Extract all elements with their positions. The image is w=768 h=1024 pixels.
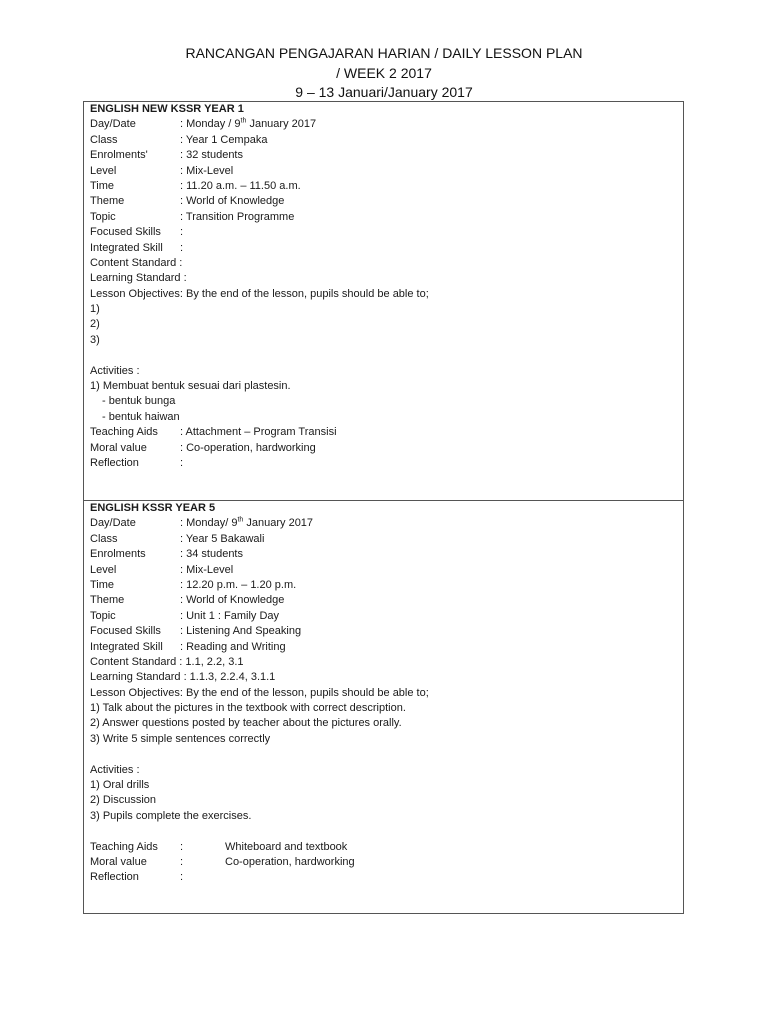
field-value: : Monday/ 9th January 2017 — [180, 516, 314, 530]
field-label: Level — [90, 164, 117, 177]
field-value: : Attachment – Program Transisi — [180, 426, 337, 439]
field-label: Integrated Skill — [90, 640, 163, 653]
field-label: Level — [90, 563, 117, 576]
day-date-row — [90, 516, 680, 531]
learning-standard-row: Learning Standard : 1.1.3, 2.2.4, 3.1.1 — [90, 671, 276, 684]
enrolment-row — [90, 148, 680, 163]
field-label: Time — [90, 578, 115, 591]
field-label: Class — [90, 133, 118, 146]
level-row — [90, 164, 680, 179]
field-label: Day/Date — [90, 118, 136, 131]
objective-item: 2) — [90, 318, 100, 331]
field-value: : — [180, 241, 184, 254]
page-title: RANCANGAN PENGAJARAN HARIAN / DAILY LESSON PLAN — [185, 45, 583, 61]
field-value: : Co-operation, hardworking — [180, 441, 316, 454]
content-standard-row: Content Standard : 1.1, 2.2, 3.1 — [90, 655, 244, 668]
day-date-row — [90, 117, 680, 132]
field-label: Enrolments' — [90, 149, 148, 162]
lesson-section-year1 — [90, 102, 680, 471]
integrated-skill-row — [90, 241, 680, 256]
activity-item: 2) Discussion — [90, 794, 157, 807]
field-colon: : — [180, 855, 184, 868]
field-label: Teaching Aids — [90, 840, 158, 853]
reflection-row — [90, 456, 680, 471]
topic-row — [90, 210, 680, 225]
lesson-plan-table — [83, 101, 684, 914]
field-value: : Monday / 9th January 2017 — [180, 117, 317, 131]
theme-row — [90, 593, 680, 608]
field-value: : Unit 1 : Family Day — [180, 609, 280, 622]
enrolment-row — [90, 547, 680, 562]
field-label: Theme — [90, 195, 125, 208]
field-value: : 34 students — [180, 548, 243, 561]
moral-value-row — [90, 441, 680, 456]
activities-label: Activities : — [90, 763, 140, 776]
field-value: Co-operation, hardworking — [225, 855, 355, 868]
field-value: : World of Knowledge — [180, 594, 285, 607]
field-value: : Year 1 Cempaka — [180, 133, 268, 146]
field-value: : Mix-Level — [180, 563, 234, 576]
field-value: : 32 students — [180, 149, 243, 162]
learning-standard-row: Learning Standard : — [90, 272, 187, 285]
objective-item: 3) — [90, 333, 100, 346]
field-value: : — [180, 226, 184, 239]
field-label: Moral value — [90, 441, 147, 454]
level-row — [90, 563, 680, 578]
objective-item: 1) Talk about the pictures in the textbook with correct description. — [90, 702, 406, 715]
topic-row — [90, 609, 680, 624]
section-heading: ENGLISH KSSR YEAR 5 — [90, 502, 216, 514]
field-label: Reflection — [90, 456, 139, 469]
activity-item: 3) Pupils complete the exercises. — [90, 809, 252, 822]
field-value: : World of Knowledge — [180, 195, 285, 208]
theme-row — [90, 194, 680, 209]
focused-skills-row — [90, 624, 680, 639]
reflection-row — [90, 870, 680, 885]
field-label: Day/Date — [90, 517, 136, 530]
time-row — [90, 179, 680, 194]
field-value: : — [180, 456, 184, 469]
field-label: Integrated Skill — [90, 241, 163, 254]
class-row — [90, 532, 680, 547]
objective-item: 1) — [90, 303, 100, 316]
field-label: Time — [90, 179, 115, 192]
integrated-skill-row — [90, 640, 680, 655]
field-value: : Mix-Level — [180, 164, 234, 177]
focused-skills-row — [90, 225, 680, 240]
field-value: Whiteboard and textbook — [225, 840, 348, 853]
activity-subitem: - bentuk bunga — [102, 395, 176, 408]
page-subtitle-dates: 9 – 13 Januari/January 2017 — [295, 84, 473, 100]
activity-item: 1) Oral drills — [90, 779, 150, 792]
field-label: Focused Skills — [90, 226, 161, 239]
field-value: : 12.20 p.m. – 1.20 p.m. — [180, 578, 297, 591]
field-value: : — [180, 871, 184, 884]
content-standard-row: Content Standard : — [90, 256, 183, 269]
field-label: Focused Skills — [90, 625, 161, 638]
field-label: Moral value — [90, 855, 147, 868]
field-value: : Listening And Speaking — [180, 625, 302, 638]
field-colon: : — [180, 840, 184, 853]
field-value: : 11.20 a.m. – 11.50 a.m. — [180, 179, 301, 192]
activities-label: Activities : — [90, 364, 140, 377]
field-label: Reflection — [90, 871, 139, 884]
objective-item: 2) Answer questions posted by teacher about the pictures orally. — [90, 717, 402, 730]
field-value: : Transition Programme — [180, 210, 295, 223]
activity-item: 1) Membuat bentuk sesuai dari plastesin. — [90, 380, 291, 393]
page-subtitle-week: / WEEK 2 2017 — [336, 65, 432, 81]
teaching-aids-row — [90, 425, 680, 440]
field-label: Enrolments — [90, 548, 146, 561]
field-label: Class — [90, 532, 118, 545]
moral-value-row — [90, 855, 680, 870]
lesson-section-year5 — [90, 501, 680, 886]
field-value: : Year 5 Bakawali — [180, 532, 265, 545]
activity-subitem: - bentuk haiwan — [102, 410, 180, 423]
teaching-aids-row — [90, 840, 680, 855]
field-label: Topic — [90, 210, 116, 223]
class-row — [90, 133, 680, 148]
objectives-row: Lesson Objectives: By the end of the lesson, pupils should be able to; — [90, 686, 429, 699]
field-label: Topic — [90, 609, 116, 622]
objective-item: 3) Write 5 simple sentences correctly — [90, 732, 271, 745]
field-value: : Reading and Writing — [180, 640, 286, 653]
objectives-row: Lesson Objectives: By the end of the lesson, pupils should be able to; — [90, 287, 429, 300]
section-heading: ENGLISH NEW KSSR YEAR 1 — [90, 103, 244, 115]
time-row — [90, 578, 680, 593]
field-label: Teaching Aids — [90, 426, 158, 439]
field-label: Theme — [90, 594, 125, 607]
